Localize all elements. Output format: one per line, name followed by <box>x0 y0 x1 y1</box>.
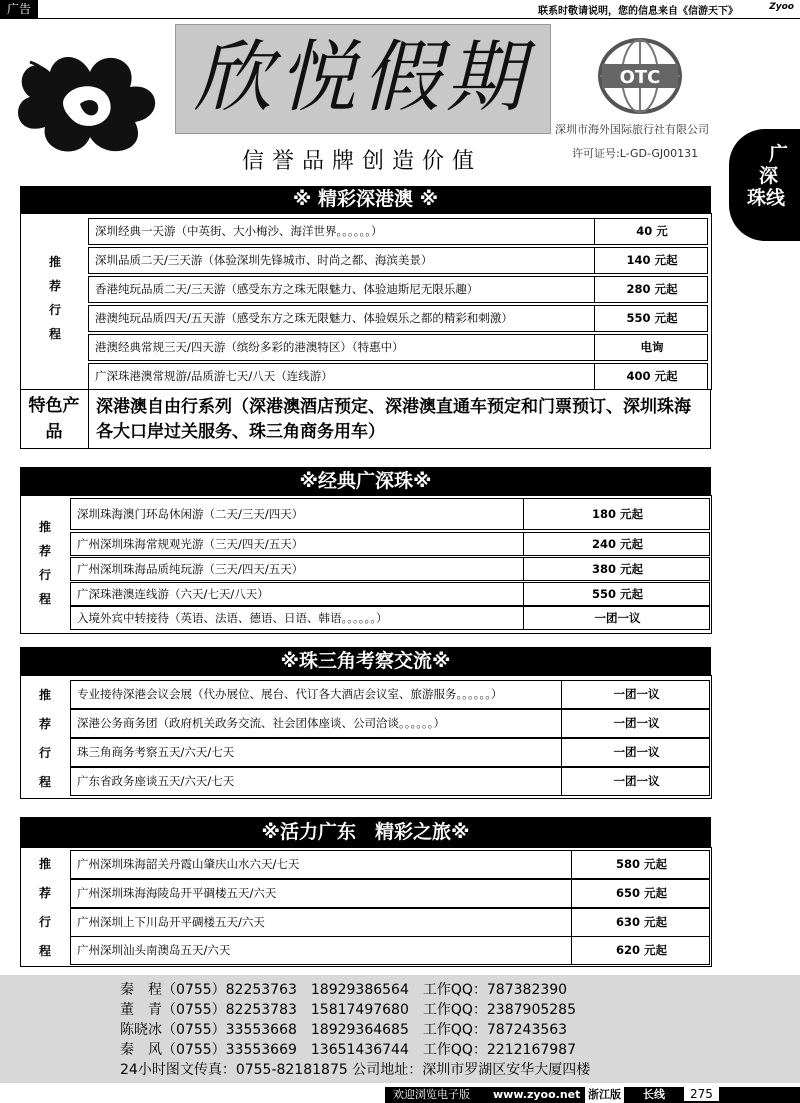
table-row: 广深珠港澳常规游/品质游七天/八天（连线游） 400 元起 <box>88 363 708 390</box>
table-row: 深圳珠海澳门环岛休闲游（二天/三天/四天） 180 元起 <box>70 498 710 530</box>
recommend-label: 推 荐 行 程 <box>48 255 61 341</box>
otc-logo-text: OTC <box>619 67 661 88</box>
browse-text: 欢迎浏览电子版 <box>393 1088 470 1101</box>
contact-address: 24小时图文传真：0755-82181875 公司地址：深圳市罗湖区安华大厦四楼 <box>120 1062 591 1078</box>
table-row: 珠三角商务考察五天/六天/七天 一团一议 <box>70 738 710 767</box>
recommend-label: 推 荐 行 程 <box>38 688 51 789</box>
table-row: 广东省政务座谈五天/六天/七天 一团一议 <box>70 767 710 796</box>
table-row: 深圳经典一天游（中英街、大小梅沙、海洋世界。。。。。。） 40 元 <box>88 218 708 245</box>
flower-logo-icon <box>10 42 170 172</box>
table-row: 广州深圳珠海海陵岛开平碉楼五天/六天 650 元起 <box>70 879 710 908</box>
section-name: 长线 <box>643 1088 665 1101</box>
ad-tag: 广告 <box>0 0 38 18</box>
section-title: ※珠三角考察交流※ <box>20 647 711 675</box>
page-number: 275 <box>684 1087 719 1101</box>
company-name: 深圳市海外国际旅行社有限公司 <box>555 123 709 136</box>
side-tab-line3: 珠线 <box>747 187 786 209</box>
otc-globe-logo-icon <box>590 36 690 116</box>
table-row: 广深珠港澳连线游（六天/七天/八天） 550 元起 <box>70 582 710 606</box>
table-row: 深港公务商务团（政府机关政务交流、社会团体座谈、公司洽谈。。。。。。） 一团一议 <box>70 709 710 738</box>
table-row: 港澳纯玩品质四天/五天游（感受东方之珠无限魅力、体验娱乐之都的精彩和刺激） 550 元起 <box>88 305 708 332</box>
license-number: 许可证号:L-GD-GJ00131 <box>572 147 699 160</box>
magazine-logo: Zyoo <box>769 2 794 12</box>
table-row: 香港纯玩品质二天/三天游（感受东方之珠无限魅力、体验迪斯尼无限乐趣） 280 元起 <box>88 276 708 303</box>
website-link[interactable]: www.zyoo.net <box>493 1088 581 1101</box>
brand-title: 欣悦假期 <box>193 33 530 123</box>
special-products-text: 深港澳自由行系列（深港澳酒店预定、深港澳直通车预定和门票预订、深圳珠海各大口岸过关服务、珠三角商务用车） <box>96 397 691 442</box>
contact-line: 秦 风（0755）33553669 13651436744 工作QQ：2212167987 <box>120 1042 576 1058</box>
side-tab-line2: 深 <box>759 165 779 187</box>
table-row: 广州深圳汕头南澳岛五天/六天 620 元起 <box>70 936 710 965</box>
table-row: 广州深圳珠海品质纯玩游（三天/四天/五天） 380 元起 <box>70 557 710 581</box>
special-products-label: 特色产品 <box>28 396 80 442</box>
table-row: 入境外宾中转接待（英语、法语、德语、日语、韩语。。。。。。） 一团一议 <box>70 606 710 630</box>
source-notice: 联系时敬请说明，您的信息来自《信游天下》 <box>538 6 738 17</box>
section-title: ※经典广深珠※ <box>20 467 711 495</box>
table-row: 港澳经典常规三天/四天游（缤纷多彩的港澳特区）（特惠中） 电询 <box>88 334 708 361</box>
edition-tag: 浙江版 <box>585 1087 624 1103</box>
contact-line: 秦 程（0755）82253763 18929386564 工作QQ：787382390 <box>120 982 568 998</box>
recommend-label: 推 荐 行 程 <box>38 857 51 958</box>
recommend-label: 推 荐 行 程 <box>38 520 51 606</box>
side-tab-line1: 广 <box>769 143 789 165</box>
table-row: 广州深圳珠海韶关丹霞山肇庆山水六天/七天 580 元起 <box>70 850 710 879</box>
contact-line: 董 青（0755）82253783 15817497680 工作QQ：2387905285 <box>120 1002 576 1018</box>
slogan: 信誉品牌创造价值 <box>241 149 482 174</box>
section-title: ※活力广东 精彩之旅※ <box>20 817 711 847</box>
route-side-tab <box>729 129 800 241</box>
table-row: 深圳品质二天/三天游（体验深圳先锋城市、时尚之都、海滨美景） 140 元起 <box>88 247 708 274</box>
contact-panel <box>0 975 800 1083</box>
table-row: 广州深圳上下川岛开平碉楼五天/六天 630 元起 <box>70 908 710 937</box>
contact-line: 陈晓冰（0755）33553668 18929364685 工作QQ：787243563 <box>120 1022 568 1038</box>
footer-bar <box>385 1087 800 1103</box>
table-row: 专业接待深港会议会展（代办展位、展台、代订各大酒店会议室、旅游服务。。。。。。） 一团一议 <box>70 680 710 709</box>
section-title: ※ 精彩深港澳 ※ <box>20 186 711 213</box>
table-row: 广州深圳珠海常规观光游（三天/四天/五天） 240 元起 <box>70 532 710 556</box>
divider <box>88 389 89 449</box>
